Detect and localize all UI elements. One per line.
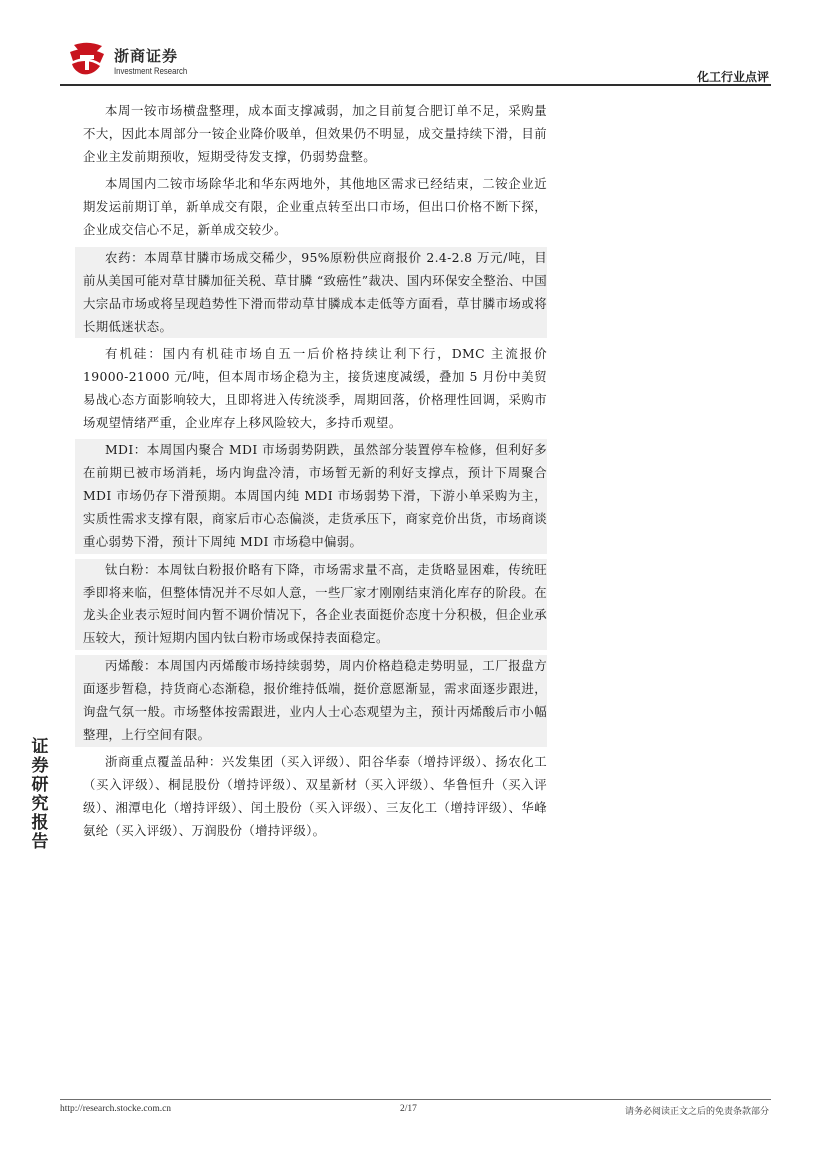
- document-type: 化工行业点评: [696, 70, 769, 84]
- page-number: 2/17: [400, 1104, 417, 1114]
- paragraph-mdi: MDI：本周国内聚合 MDI 市场弱势阴跌，虽然部分装置停车检修，但利好多在前期已被市场消耗，场内询盘冷清，市场暂无新的利好支撑点，预计下周聚合 MDI 市场仍存下滑预期。本周国内纯 MDI 市场弱势下滑，下游小单采购为主，实质性需求支撑有限，商家后市心态偏淡，走货承压下，商家竞价出货，市场商谈重心弱势下滑，预计下周纯 MDI 市场稳中偏弱。: [75, 439, 547, 554]
- paragraph-organic-silicon: 有机硅：国内有机硅市场自五一后价格持续让利下行，DMC 主流报价 19000-21000 元/吨，但本周市场企稳为主，接货速度减缓，叠加 5 月份中美贸易战心态方面影响较大，且即将进入传统淡季，周期回落，价格理性回调，采购市场观望情绪严重，企业库存上移风险较大，多持币观望。: [83, 346, 547, 430]
- side-label: 证券研究报告: [31, 737, 49, 852]
- brand-name: 浙商证券: [114, 47, 179, 65]
- paragraph-acrylic-acid: 丙烯酸：本周国内丙烯酸市场持续弱势，周内价格趋稳走势明显，工厂报盘方面逐步暂稳，持货商心态渐稳，报价维持低端，挺价意愿渐显，需求面逐步跟进，询盘气氛一般。市场整体按需跟进，业内人士心态观望为主，预计丙烯酸后市小幅整理，上行空间有限。: [75, 655, 547, 747]
- paragraph-di-ammonium: 本周国内二铵市场除华北和华东两地外，其他地区需求已经结束，二铵企业近期发运前期订单，新单成交有限，企业重点转至出口市场，但出口价格不断下探，企业成交信心不足，新单成交较少。: [83, 176, 547, 238]
- paragraph-pesticide: 农药：本周草甘膦市场成交稀少，95%原粉供应商报价 2.4-2.8 万元/吨，目前从美国可能对草甘膦加征关税、草甘膦 “致癌性”裁决、国内环保安全整治、中国大宗品市场或将呈现趋势性下滑而带动草甘膦成本走低等方面看，草甘膦市场或将长期低迷状态。: [75, 247, 547, 339]
- paragraph-titanium-dioxide: 钛白粉：本周钛白粉报价略有下降，市场需求量不高，走货略显困难，传统旺季即将来临，但整体情况并不尽如人意，一些厂家才刚刚结束消化库存的阶段。在龙头企业表示短时间内暂不调价情况下，各企业表面挺价态度十分积极，但企业承压较大，预计短期内国内钛白粉市场或保持表面稳定。: [75, 559, 547, 651]
- page-header: [0, 0, 827, 90]
- brand-subtitle: Investment Research: [114, 66, 188, 76]
- footer-divider: [60, 1099, 771, 1100]
- paragraph-mono-ammonium: 本周一铵市场横盘整理，成本面支撑减弱，加之目前复合肥订单不足，采购量不大，因此本周部分一铵企业降价吸单，但效果仍不明显，成交量持续下滑，目前企业主发前期预收，短期受待发支撑，仍弱势盘整。: [83, 103, 547, 164]
- zheshang-securities-logo-icon: [66, 40, 108, 78]
- paragraph-coverage-list: 浙商重点覆盖品种：兴发集团（买入评级）、阳谷华泰（增持评级）、扬农化工（买入评级）、桐昆股份（增持评级）、双星新材（买入评级）、华鲁恒升（买入评级）、湘潭电化（增持评级）、闰土股份（买入评级）、三友化工（增持评级）、华峰氨纶（买入评级）、万润股份（增持评级）。: [83, 754, 547, 838]
- footer-url-link[interactable]: http://research.stocke.com.cn: [60, 1104, 172, 1114]
- header-divider: [60, 84, 771, 86]
- footer-disclaimer: 请务必阅读正文之后的免责条款部分: [624, 1107, 769, 1117]
- report-body: [75, 100, 547, 848]
